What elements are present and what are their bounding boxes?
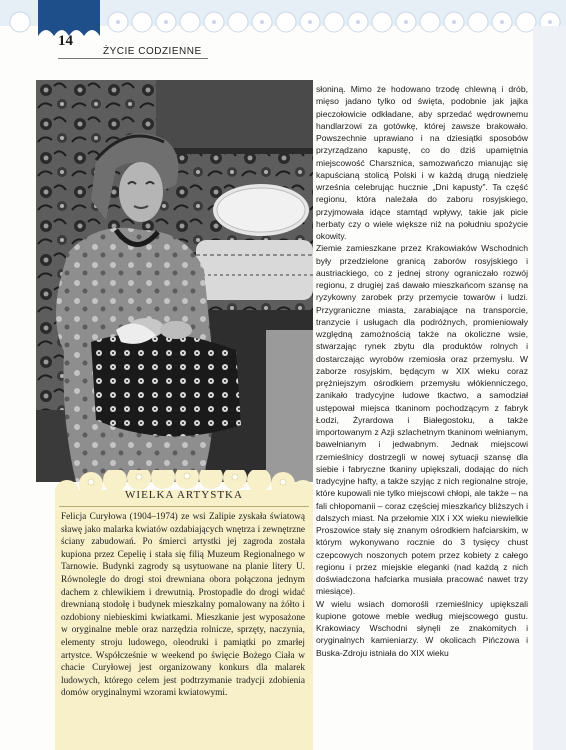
article-paragraph: Ziemie zamieszkane przez Krakowiaków Wschodnich były przedzielone granicą zaborów rosyjskiego i austriackiego, co z jednej strony ograniczało rozwój regionu, z drugiej zaś dawało mieszkańcom szansę na ryzykowny zarobek przy przemycie towarów i ludzi. Przygraniczne miasta, zarabiające na transporcie, tranzycie i usługach dla podróżnych, promieniowały względną zamożnością także na okoliczne wsie, stwarzając rynek zbytu dla produktów rolnych i dostarczając wyrobów rzemiosła oraz przemysłu. W zaborze rosyjskim, będącym w XIX wieku coraz prężniejszym ośrodkiem przemysłu włókienniczego, zanikało tradycyjne ludowe tkactwo, a samodział ustępował miejsca tkaninom pochodzącym z fabryk Łodzi, Żyrardowa i Białegostoku, a także importowanym z Azji szlachetnym tkaninom wełnianym, bawełnianym i jedwabnym. Jednak miejscowi rzemieślnicy dostrzegli w nowej sytuacji szansę dla siebie i fabryczne tkaniny upiększali, dodając do nich tradycyjne hafty, a także szyjąc z nich regionalne stroje, które kupowali nie tylko miejscowi chłopi, ale także – na fali chłopomanii – coraz częściej mieszkańcy bliższych i dalszych miast. Na przełomie XIX i XX wieku niewielkie Proszowice stały się znanym ośrodkiem hafciarskim, w którym wykonywano rocznie do 3 tysięcy chust czepcowych noszonych potem przez kobiety z całego regionu i przez miejskie eleganki (nad każdą z nich doświadczona hafciarka musiała pracować nawet trzy miesiące). <box>316 243 528 597</box>
article-column <box>316 83 528 659</box>
running-head-title: ŻYCIE CODZIENNE <box>103 46 202 57</box>
page-margin-shade <box>533 26 566 750</box>
photo-woman-embroidering <box>36 80 313 482</box>
article-paragraph: W wielu wsiach domorośli rzemieślnicy upiększali kupione gotowe meble według miejscowego gustu. Krakowiacy Wschodni słynęli ze znakomitych i oryginalnych kamieniarzy. W okolicach Pińczowa i Buska-Zdroju istniała do XIX wieku <box>316 598 528 658</box>
sidebar-body-text: Felicja Curyłowa (1904–1974) ze wsi Zalipie zyskała światową sławę jako malarka kwiatów ozdabiających wnętrza i zewnętrzne ściany zabudowań. Po śmierci artystki jej zagroda została kupiona przez Cepelię i stała się filią Muzeum Regionalnego w Tarnowie. Budynki zagrody są usytuowane na planie litery U. Równolegle do drogi stoi drewniana obora połączona jednym dachem z chlewikiem i drewutnią. Prostopadle do drogi widać drewnianą stodołę i budynek mieszkalny pomalowany na żółto i ozdobiony niebieskimi kwiatkami. Mieszkanie jest wyposażone w oryginalne meble oraz narzędzia rolnicze, sprzęty, naczynia, elementy stroju ludowego, oleodruki i pamiątki po zmarłej artystce. Współcześnie w weekend po święcie Bożego Ciała w chacie Curyłowej jest organizowany konkurs dla malarek ludowych, którego celem jest podtrzymanie tradycji zdobienia domów oryginalnymi wzorami kwiatowymi. <box>61 512 305 699</box>
sidebar-box <box>55 470 313 750</box>
article-paragraph: słoniną. Mimo że hodowano trzodę chlewną i drób, mięso jadano tylko od święta, podobnie jak jajka pieczołowicie odkładane, aby sprzedać wędrownemu handlarzowi za gotówkę, której zawsze brakowało. Powszechnie uprawiano i na dziesiątki sposobów przyrządzano kapustę, co do dziś upamiętnia miejscowość Charsznica, samozwańczo mianując się kapuścianą stolicą Polski i w każdą drugą niedzielę września celebrując hucznie „Dni kapusty". Ta część regionu, która należała do zaboru rosyjskiego, przyjmowała idące stamtąd wpływy, takie jak picie herbaty czy o wiele większe niż na południu spożycie okowity. <box>316 84 528 241</box>
sidebar-title-rule <box>59 506 309 507</box>
page-number: 14 <box>58 33 73 49</box>
header-rule <box>58 58 208 59</box>
sidebar-title: WIELKA ARTYSTKA <box>125 489 243 501</box>
